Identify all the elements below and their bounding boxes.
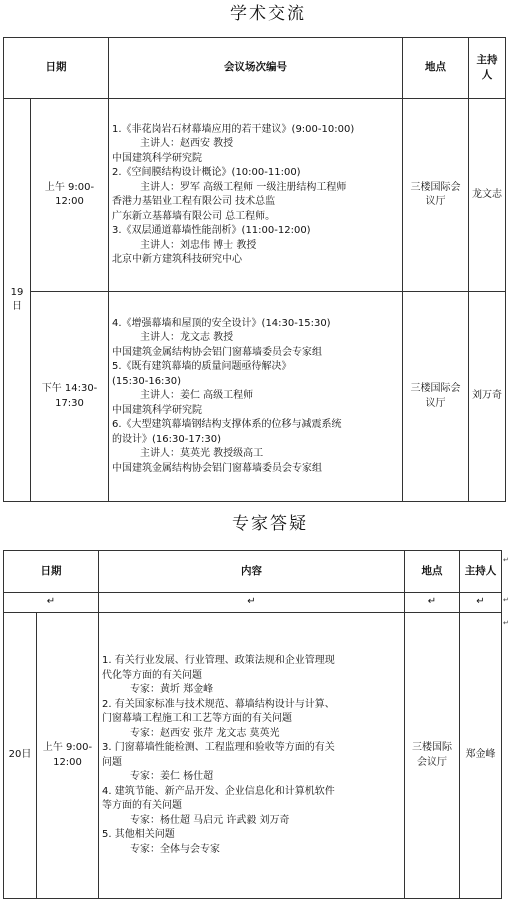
empty-cell: ↵: [405, 593, 460, 613]
header-date: 日期: [4, 38, 109, 99]
talk-org: 中国建筑科学研究院: [112, 404, 202, 416]
talk-speaker: 主讲人：龙文志 教授: [140, 332, 234, 344]
expert-line: 专家：杨仕超 马启元 许武毅 刘万奇: [130, 814, 290, 826]
talk-speaker: 主讲人：刘忠伟 博士 教授: [140, 239, 257, 251]
talk-org: 中国建筑金属结构协会铝门窗幕墙委员会专家组: [112, 346, 322, 358]
talk-title: 2.《空间膜结构设计概论》(10:00-11:00): [112, 167, 301, 178]
empty-cell: ↵: [460, 593, 502, 613]
talk-org: 中国建筑金属结构协会铝门窗幕墙委员会专家组: [112, 462, 322, 474]
paragraph-mark: ↵: [503, 619, 509, 627]
header-location: 地点: [403, 38, 469, 99]
header-location: 地点: [405, 551, 460, 593]
topic-line: 问题: [102, 756, 122, 768]
time-cell: 上午 9:00-12:00: [37, 613, 99, 899]
day-cell: 20日: [4, 613, 37, 899]
header-host: 主持人: [469, 38, 506, 99]
section-title-expert: 专家答疑: [232, 514, 308, 534]
paragraph-mark: ↵: [503, 556, 509, 564]
talk-title: 6.《大型建筑幕墙钢结构支撑体系的位移与减震系统: [112, 419, 342, 431]
talk-org: 北京中新方建筑科技研究中心: [112, 254, 242, 265]
talk-title: 4.《增强幕墙和屋顶的安全设计》(14:30-15:30): [112, 317, 331, 329]
location-cell-am: 三楼国际会议厅: [403, 99, 469, 292]
topic-line: 代化等方面的有关问题: [102, 669, 202, 681]
talk-org: 中国建筑科学研究院: [112, 152, 202, 164]
talk-title: 5.《既有建筑幕墙的质量问题亟待解决》: [112, 361, 292, 373]
header-content: 内容: [99, 551, 405, 593]
content-cell-pm: [109, 292, 403, 502]
talk-speaker: 主讲人：罗军 高级工程师 一级注册结构工程师: [140, 181, 347, 193]
topic-line: 3. 门窗幕墙性能检测、工程监理和验收等方面的有关: [102, 742, 335, 753]
topic-line: 等方面的有关问题: [102, 800, 182, 811]
paragraph-mark: ↵: [503, 596, 509, 604]
talk-speaker: 主讲人：姜仁 高级工程师: [140, 390, 254, 402]
academic-table: [3, 37, 506, 502]
topic-line: 门窗幕墙工程施工和工艺等方面的有关问题: [102, 713, 292, 724]
empty-cell: ↵: [99, 593, 405, 613]
talk-speaker: 主讲人：莫英光 教授级高工: [140, 448, 264, 460]
talk-org: 香港力基铝业工程有限公司 技术总监: [112, 196, 276, 207]
header-date: 日期: [4, 551, 99, 593]
expert-table: [3, 550, 502, 899]
host-cell: 郑金峰: [460, 613, 502, 899]
host-cell-pm: 刘万奇: [469, 292, 506, 502]
content-cell: [99, 613, 405, 899]
talk-title: 3.《双层通道幕墙性能剖析》(11:00-12:00): [112, 225, 311, 236]
day-cell: 19日: [4, 99, 31, 502]
header-host: 主持人: [460, 551, 502, 593]
expert-line: 专家：赵西安 张芹 龙文志 莫英光: [130, 727, 280, 739]
talk-time: (15:30-16:30): [112, 375, 182, 387]
expert-line: 专家：全体与会专家: [130, 843, 220, 855]
topic-line: 2. 有关国家标准与技术规范、幕墙结构设计与计算、: [102, 698, 335, 710]
host-cell-am: 龙文志: [469, 99, 506, 292]
talk-speaker: 主讲人：赵西安 教授: [140, 138, 234, 149]
header-session: 会议场次编号: [109, 38, 403, 99]
talk-title: 的设计》(16:30-17:30): [112, 433, 222, 445]
location-cell: 三楼国际会议厅: [405, 613, 460, 899]
topic-line: 5. 其他相关问题: [102, 829, 175, 840]
location-cell-pm: 三楼国际会议厅: [403, 292, 469, 502]
section-title-academic: 学术交流: [230, 4, 306, 24]
content-cell-am: [109, 99, 403, 292]
time-cell-am: 上午 9:00-12:00: [31, 99, 109, 292]
topic-line: 1. 有关行业发展、行业管理、政策法规和企业管理现: [102, 655, 335, 666]
talk-org: 广东新立基幕墙有限公司 总工程师。: [112, 210, 276, 222]
talk-title: 1.《非花岗岩石材幕墙应用的若干建议》(9:00-10:00): [112, 123, 355, 135]
empty-cell: ↵: [4, 593, 99, 613]
topic-line: 4. 建筑节能、新产品开发、企业信息化和计算机软件: [102, 785, 335, 797]
expert-line: 专家：黄圻 郑金峰: [130, 684, 214, 695]
expert-line: 专家：姜仁 杨仕超: [130, 771, 214, 782]
time-cell-pm: 下午 14:30-17:30: [31, 292, 109, 502]
